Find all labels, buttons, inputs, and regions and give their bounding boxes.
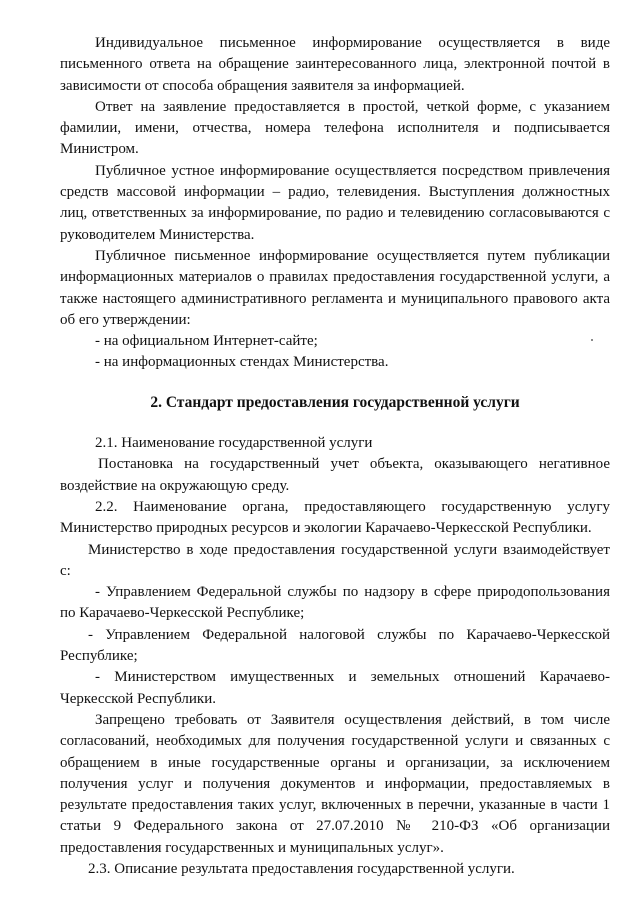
scan-speck [591, 339, 593, 341]
section-heading-service-standard: 2. Стандарт предоставления государственной услуги [150, 393, 520, 411]
list-item-official-site: - на официальном Интернет-сайте; [95, 333, 318, 350]
list-item-rosprirodnadzor: - Управлением Федеральной службы по надзору в сфере природопользования по Карачаево-Черкесской Республике; [60, 584, 610, 622]
paragraph-public-oral-info: Публичное устное информирование осуществляется посредством привлечения средств массовой информации – радио, телевидения. Выступления должностных лиц, ответственных за информирование, по радио и телевидению согласовываются с руководителем Министерства. [60, 162, 610, 243]
paragraph-prohibition: Запрещено требовать от Заявителя осуществления действий, в том числе согласований, необходимых для получения государственной услуги и связанных с обращением в иные государственные органы и организации, за исключением получения услуг и получения документов и информации, предоставляемых в результате предоставления таких услуг, включенных в перечни, указанные в части 1 статьи 9 Федерального закона от 27.07.2010 № 210-ФЗ «Об организации предоставления государственных и муниципальных услуг». [60, 711, 610, 856]
paragraph-public-written-info: Публичное письменное информирование осуществляется путем публикации информационных материалов о правилах предоставления государственной услуги, а также настоящего административного регламента и муниципального правового акта об его утверждении: [60, 247, 610, 328]
paragraph-individual-written-info: Индивидуальное письменное информирование осуществляется в виде письменного ответа на обращение заинтересованного лица, электронной почтой в зависимости от способа обращения заявителя за информацией. [60, 35, 610, 94]
subsection-title-2-3: 2.3. Описание результата предоставления государственной услуги. [88, 860, 515, 877]
subsection-title-2-1: 2.1. Наименование государственной услуги [95, 435, 373, 452]
list-item-tax-service: - Управлением Федеральной налоговой службы по Карачаево-Черкесской Республике; [60, 626, 610, 665]
list-item-property-ministry: - Министерством имущественных и земельных отношений Карачаево-Черкесской Республики. [60, 669, 610, 707]
list-item-info-stands: - на информационных стендах Министерства. [95, 354, 389, 371]
paragraph-response-form: Ответ на заявление предоставляется в простой, четкой форме, с указанием фамилии, имени, отчества, номера телефона исполнителя и подписывается Министром. [60, 98, 610, 158]
paragraph-interaction-intro: Министерство в ходе предоставления государственной услуги взаимодействует с: [60, 541, 610, 579]
document-page [60, 33, 610, 880]
paragraph-service-name: Постановка на государственный учет объекта, оказывающего негативное воздействие на окружающую среду. [60, 456, 610, 494]
paragraph-2-2-authority: 2.2. Наименование органа, предоставляющего государственную услугу Министерство природных ресурсов и экологии Карачаево-Черкесской Республики. [60, 498, 610, 537]
